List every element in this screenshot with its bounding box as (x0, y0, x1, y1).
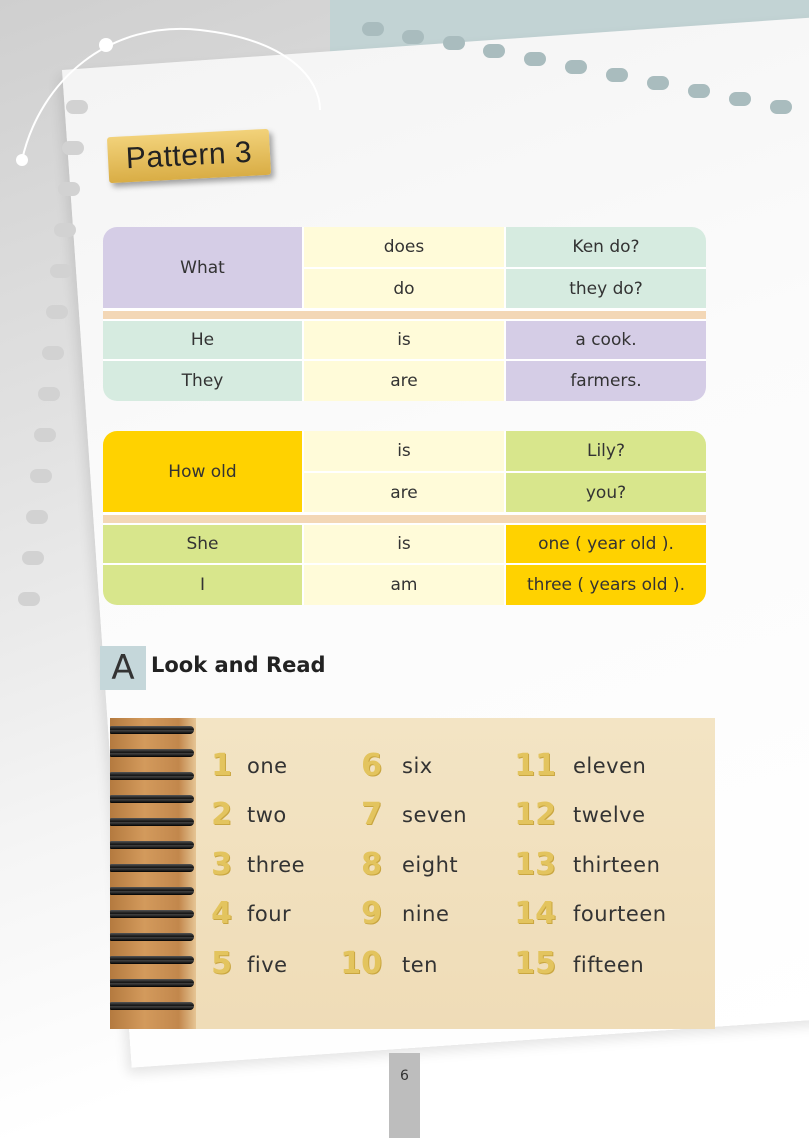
number-word: two (247, 803, 287, 827)
binder-hole (42, 346, 64, 360)
binder-hole (54, 223, 76, 237)
question-tail-cell-1: Lily? (506, 431, 706, 471)
number-digit: 14 (514, 896, 556, 931)
number-word: nine (402, 902, 450, 926)
spiral-ring (110, 818, 194, 826)
number-word: eleven (573, 754, 647, 778)
answer-tail-cell-1: one ( year old ). (506, 525, 706, 563)
number-word: six (402, 754, 433, 778)
number-digit: 1 (211, 748, 232, 783)
binder-hole (606, 68, 628, 82)
number-digit: 13 (514, 847, 556, 882)
binder-hole (443, 36, 465, 50)
binder-hole (729, 92, 751, 106)
answer-verb-cell-1: is (304, 321, 504, 359)
table-separator (103, 311, 706, 319)
number-digit: 6 (361, 748, 382, 783)
number-word: fourteen (573, 902, 667, 926)
number-digit: 7 (361, 797, 382, 832)
answer-tail-cell-1: a cook. (506, 321, 706, 359)
section-letter: A (111, 648, 135, 688)
spiral-ring (110, 933, 194, 941)
spiral-ring (110, 749, 194, 757)
pattern-table-how-old (103, 431, 706, 605)
question-verb-cell-2: do (304, 269, 504, 308)
table-separator (103, 515, 706, 523)
spiral-ring (110, 956, 194, 964)
answer-subject-cell-2: I (103, 565, 302, 605)
binder-hole (30, 469, 52, 483)
number-word: ten (402, 953, 438, 977)
binder-hole (688, 84, 710, 98)
spiral-ring (110, 841, 194, 849)
binder-hole (50, 264, 72, 278)
binder-hole (26, 510, 48, 524)
answer-verb-cell-2: am (304, 565, 504, 605)
binder-hole (18, 592, 40, 606)
number-digit: 2 (211, 797, 232, 832)
number-word: three (247, 853, 306, 877)
answer-subject-cell-1: She (103, 525, 302, 563)
answer-verb-cell-2: are (304, 361, 504, 401)
binder-hole (46, 305, 68, 319)
number-digit: 9 (361, 896, 382, 931)
question-tail-cell-2: you? (506, 473, 706, 512)
number-digit: 15 (514, 946, 556, 981)
pattern-table-what (103, 227, 706, 401)
page-number-tab (389, 1053, 420, 1138)
binder-hole (402, 30, 424, 44)
number-word: four (247, 902, 292, 926)
number-digit: 11 (514, 748, 556, 783)
spiral-ring (110, 864, 194, 872)
number-word: eight (402, 853, 459, 877)
question-verb-cell-1: is (304, 431, 504, 471)
number-digit: 8 (361, 847, 382, 882)
page-number: 6 (400, 1068, 409, 1084)
binder-hole (62, 141, 84, 155)
question-tail-cell-1: Ken do? (506, 227, 706, 267)
number-word: one (247, 754, 288, 778)
pattern-title-plank (107, 129, 271, 183)
number-word: thirteen (573, 853, 661, 877)
binder-hole (22, 551, 44, 565)
number-word: five (247, 953, 288, 977)
spiral-ring (110, 910, 194, 918)
binder-hole (38, 387, 60, 401)
section-title: Look and Read (151, 653, 326, 677)
question-tail-cell-2: they do? (506, 269, 706, 308)
spiral-ring (110, 795, 194, 803)
number-word: twelve (573, 803, 646, 827)
number-digit: 12 (514, 797, 556, 832)
spiral-ring (110, 726, 194, 734)
question-verb-cell-2: are (304, 473, 504, 512)
answer-subject-cell-1: He (103, 321, 302, 359)
binder-hole (565, 60, 587, 74)
spiral-ring (110, 887, 194, 895)
number-digit: 3 (211, 847, 232, 882)
binder-hole (58, 182, 80, 196)
binder-hole (66, 100, 88, 114)
binder-hole (770, 100, 792, 114)
binder-hole (34, 428, 56, 442)
answer-tail-cell-2: farmers. (506, 361, 706, 401)
spiral-ring (110, 772, 194, 780)
question-word-cell: How old (103, 431, 302, 512)
number-digit: 5 (211, 946, 232, 981)
number-word: seven (402, 803, 468, 827)
binder-hole (483, 44, 505, 58)
spiral-ring (110, 979, 194, 987)
answer-tail-cell-2: three ( years old ). (506, 565, 706, 605)
binder-hole (524, 52, 546, 66)
pattern-title: Pattern 3 (125, 135, 253, 176)
number-digit: 10 (340, 946, 382, 981)
spiral-ring (110, 1002, 194, 1010)
answer-verb-cell-1: is (304, 525, 504, 563)
binder-hole (362, 22, 384, 36)
question-word-cell: What (103, 227, 302, 308)
number-word: fifteen (573, 953, 645, 977)
binder-hole (647, 76, 669, 90)
number-digit: 4 (211, 896, 232, 931)
question-verb-cell-1: does (304, 227, 504, 267)
answer-subject-cell-2: They (103, 361, 302, 401)
